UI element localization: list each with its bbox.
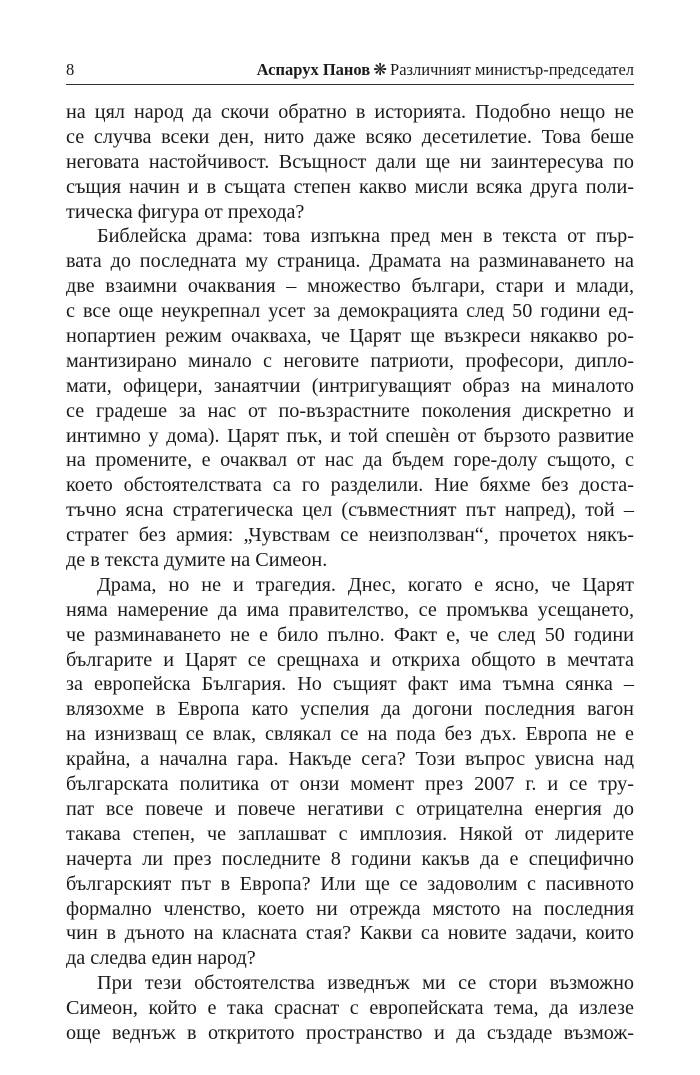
paragraph (66, 573, 634, 971)
text-line: се случва всеки ден, нито даже всяко десетилетие. Това беше (66, 125, 634, 148)
text-line: на цял народ да скочи обратно в историята. Подобно нещо не (66, 101, 634, 123)
text-line: на промените, е очаквал от нас да бъдем горе-долу същото, с (66, 449, 634, 472)
text-line: де в текста думите на Симеон. (66, 549, 328, 572)
text-line: Библейска драма: това изпъкна пред мен в текста от пър- (97, 225, 634, 248)
body-text (66, 100, 634, 1046)
book-title: Различният министър-председател (390, 60, 634, 79)
text-line: тъчно ясна стратегическа цел (съвместният път напред), той – (66, 499, 634, 522)
text-line: още веднъж в откритото пространство и да създаде възмож- (66, 1021, 634, 1044)
text-line: пат все повече и повече негативи с отрицателна енергия до (66, 797, 634, 820)
text-line: че разминаването не е било пълно. Факт е, че след 50 години (66, 623, 634, 646)
text-line: Драма, но не и трагедия. Днес, когато е ясно, че Царят (97, 573, 634, 596)
text-line: българите и Царят се срещнаха и открихa общото в мечтата (66, 648, 634, 671)
running-head (66, 58, 634, 84)
text-line: да следва един народ? (66, 947, 256, 970)
paragraph (66, 971, 634, 1046)
text-line: няма намерение да има правителство, се промъква усещането, (66, 598, 634, 621)
header-rule (66, 84, 634, 85)
page-number: 8 (66, 60, 75, 79)
text-line: което обстоятелствата са го разделили. Ние бяхме без доста- (66, 474, 634, 497)
ornament-separator-icon: ❋ (373, 60, 388, 79)
text-line: неговата настойчивост. Всъщност дали ще ни заинтересува по (66, 150, 634, 173)
text-line: такава степен, че заплашват с имплозия. Някой от лидерите (66, 822, 634, 845)
text-line: тическа фигура от прехода? (66, 200, 305, 223)
text-line: стратег без армия: „Чувствам се неизползван“, прочетох някъ- (66, 524, 634, 547)
text-line: При тези обстоятелства изведнъж ми се стори възможно (97, 972, 634, 995)
text-line: две взаимни очаквания – множество българи, стари и млади, (66, 275, 634, 298)
text-line: българската политика от онзи момент през 2007 г. и се тру- (66, 773, 634, 796)
text-line: същия начин и в същата степен какво мисли всяка друга поли- (66, 175, 634, 198)
text-line: се градеше за нас от по-възрастните поколения дискретно и (66, 399, 634, 422)
text-line: българският път в Европа? Или ще се задоволим с пасивното (66, 872, 634, 895)
text-line: влязохме в Европа като успелия да догони последния вагон (66, 698, 634, 721)
paragraph (66, 100, 634, 224)
text-line: начерта ли през последните 8 години какъв да е специфично (66, 847, 634, 870)
text-line: нопартиен режим очакваха, че Царят ще възкреси някакво ро- (66, 325, 634, 348)
text-line: интимно у дома). Царят пък, и той спешèн от бързото развитие (66, 424, 634, 447)
text-line: вата до последната му страница. Драмата на разминаването на (66, 250, 634, 273)
paragraph (66, 224, 634, 572)
author-name: Аспарух Панов (256, 60, 371, 79)
running-title (257, 60, 634, 80)
text-line: с все още неукрепнал усет за демокрацията след 50 години ед- (66, 300, 634, 323)
text-line: на изнизващ се влак, свлякал се на пода без дъх. Европа не е (66, 723, 634, 746)
text-line: за европейска България. Но същият факт има тъмна сянка – (66, 673, 634, 696)
text-line: мати, офицери, занаятчии (интригуващият образ на миналото (66, 374, 634, 397)
text-line: чин в дъното на класната стая? Какви са новите задачи, които (66, 922, 634, 945)
text-line: Симеон, който е така сраснат с европейската тема, да излезе (66, 997, 634, 1020)
text-line: мантизирано минало с неговите патриоти, професори, дипло- (66, 349, 634, 372)
text-line: формално членство, което ни отрежда мястото на последния (66, 897, 634, 920)
text-line: крайна, а начална гара. Накъде сега? Този въпрос увисна над (66, 748, 634, 771)
